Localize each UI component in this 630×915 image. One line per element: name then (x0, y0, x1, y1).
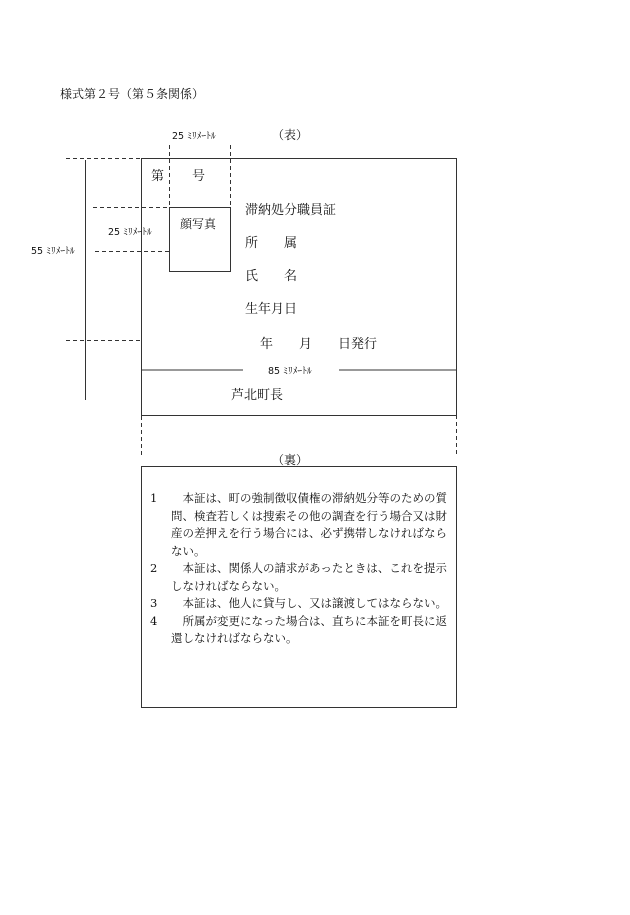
list-item: 4 所属が変更になった場合は、直ちに本証を町長に返還しなければならない。 (150, 613, 447, 645)
dim-card-width: 85 ﾐﾘﾒｰﾄﾙ (268, 366, 312, 377)
number-suffix: 号 (192, 169, 206, 184)
field-birthdate: 生年月日 (245, 302, 298, 317)
photo-label: 顔写真 (180, 217, 217, 231)
list-item: 2 本証は、関係人の請求があったときは、これを提示しなければならない。 (150, 561, 447, 593)
issuer: 芦北町長 (231, 388, 284, 403)
list-item: 3 本証は、他人に貸与し、又は譲渡してはならない。 (150, 596, 447, 610)
front-heading: （表） (272, 128, 309, 142)
field-name: 氏 名 (245, 269, 298, 284)
dim-card-height: 55 ﾐﾘﾒｰﾄﾙ (31, 246, 75, 257)
dim-photo-width: 25 ﾐﾘﾒｰﾄﾙ (172, 131, 216, 142)
card-title: 滞納処分職員証 (245, 203, 337, 218)
field-affiliation: 所 属 (245, 236, 298, 251)
back-notes-list (150, 490, 454, 648)
back-heading: （裏） (272, 453, 309, 467)
form-label: 様式第２号（第５条関係） (60, 87, 205, 101)
number-prefix: 第 (151, 169, 165, 184)
dim-photo-height: 25 ﾐﾘﾒｰﾄﾙ (108, 227, 152, 238)
list-item: 1 本証は、町の強制徴収債権の滞納処分等のための質問、検査若しくは捜索その他の調査を行う場合又は財産の差押えを行う場合には、必ず携帯しなければならない。 (150, 491, 447, 558)
issue-date: 年 月 日発行 (260, 337, 378, 352)
